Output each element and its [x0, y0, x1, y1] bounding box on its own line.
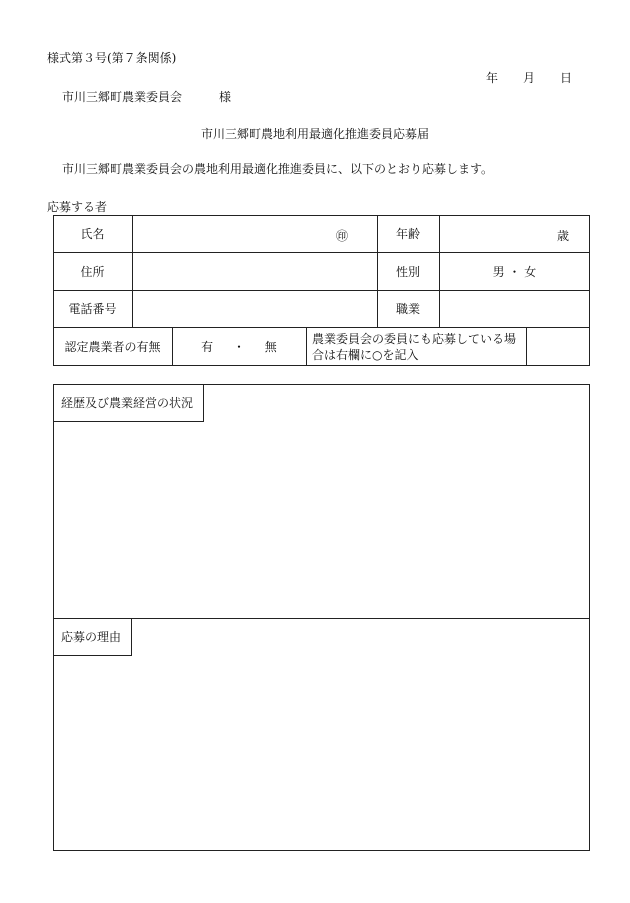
- form-number: 様式第３号(第７条関係): [47, 51, 177, 65]
- applicant-section-label: 応募する者: [47, 200, 108, 214]
- also-applying-mark-input[interactable]: [526, 327, 590, 366]
- reason-input[interactable]: [54, 656, 589, 850]
- career-section-label: 経歴及び農業経営の状況: [53, 384, 204, 422]
- addressee-suffix: 様: [219, 90, 232, 104]
- certified-farmer-label: 認定農業者の有無: [64, 340, 161, 354]
- age-unit: 歳: [557, 229, 570, 243]
- intro-text: 市川三郷町農業委員会の農地利用最適化推進委員に、以下のとおり応募します。: [62, 162, 494, 176]
- addressee: 市川三郷町農業委員会: [62, 90, 183, 104]
- phone-input[interactable]: [132, 290, 377, 327]
- phone-label: 電話番号: [68, 302, 117, 316]
- also-applying-line-2: 合は右欄に○を記入: [312, 348, 419, 362]
- also-applying-line-1: 農業委員会の委員にも応募している場: [312, 332, 517, 346]
- page-title: 市川三郷町農地利用最適化推進委員応募届: [200, 127, 429, 141]
- occupation-label: 職業: [395, 302, 420, 316]
- age-label: 年齢: [395, 227, 420, 241]
- career-input[interactable]: [54, 422, 589, 618]
- date-day-label: 日: [560, 71, 573, 85]
- gender-label: 性別: [395, 264, 420, 279]
- occupation-input[interactable]: [439, 290, 590, 327]
- name-label: 氏名: [80, 227, 105, 241]
- reason-section-label: 応募の理由: [53, 618, 132, 656]
- address-label: 住所: [80, 264, 105, 279]
- certified-farmer-options[interactable]: 有 ・ 無: [201, 340, 277, 354]
- date-year-label: 年: [486, 71, 499, 85]
- address-input[interactable]: [132, 252, 377, 290]
- also-applying-note: [312, 331, 516, 363]
- gender-options[interactable]: 男 ・ 女: [492, 264, 537, 279]
- date-month-label: 月: [523, 71, 536, 85]
- seal-mark: ㊞: [336, 229, 349, 243]
